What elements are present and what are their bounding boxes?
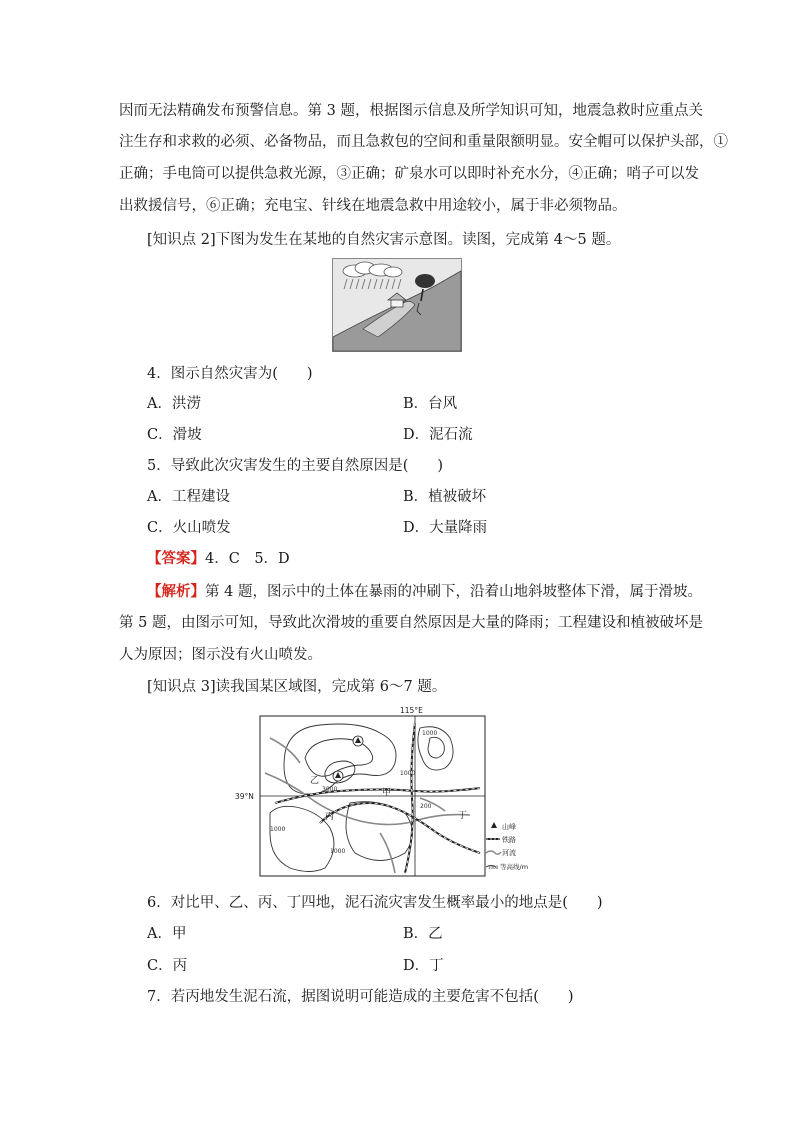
place-jia: 甲: [382, 788, 392, 798]
map-lat-label: 39°N: [235, 792, 254, 801]
answer-line: [147, 549, 290, 569]
analysis-line-3: 人为原因；图示没有火山喷发。: [119, 647, 322, 663]
peak-icon-2: [333, 771, 343, 781]
q6-option-b: B．乙: [403, 926, 443, 942]
q5-option-a: A．工程建设: [147, 489, 230, 505]
analysis-line-1: [147, 582, 702, 602]
q5-stem: 5．导致此次灾害发生的主要自然原因是( ): [147, 458, 444, 474]
legend-peak: 山峰: [502, 823, 516, 831]
legend-contour: 等高线/m: [500, 863, 529, 871]
contour-label-2: 1000: [400, 770, 416, 777]
q5-option-b: B．植被破坏: [403, 489, 487, 505]
map-lon-label: 115°E: [400, 706, 423, 715]
legend-peak-icon: [491, 822, 497, 828]
q6-stem: 6．对比甲、乙、丙、丁四地，泥石流灾害发生概率最小的地点是( ): [147, 895, 603, 911]
explanation-line-4: 出救援信号，⑥正确；充电宝、针线在地震急救中用途较小，属于非必须物品。: [119, 198, 627, 214]
q4-option-a: A．洪涝: [147, 396, 201, 412]
map-legend: [486, 822, 528, 871]
q6-option-c: C．丙: [147, 958, 188, 974]
region-map-figure: [230, 703, 529, 878]
q4-option-d: D．泥石流: [403, 427, 473, 443]
q6-option-d: D．丁: [403, 958, 444, 974]
q4-stem: 4．图示自然灾害为( ): [147, 366, 313, 382]
contour-label-6: 1000: [330, 848, 346, 855]
contour-label-1: 1000: [422, 730, 438, 737]
section3-intro: [知识点 3]读我国某区域图，完成第 6～7 题。: [147, 679, 447, 695]
place-ding: 丁: [458, 811, 468, 821]
explanation-line-1: 因而无法精确发布预警信息。第 3 题，根据图示信息及所学知识可知，地震急救时应重点关: [119, 103, 703, 119]
q5-option-c: C．火山喷发: [147, 520, 231, 536]
legend-railway: 铁路: [502, 836, 516, 844]
section2-intro: [知识点 2]下图为发生在某地的自然灾害示意图。读图，完成第 4～5 题。: [147, 232, 621, 248]
place-bing: 丙: [325, 812, 335, 822]
landslide-figure: [332, 258, 462, 352]
answer-text: 4．C 5．D: [205, 551, 290, 567]
legend-river: 河流: [502, 849, 516, 857]
contour-label-4: 200: [420, 803, 432, 810]
contour-label-5: 1000: [270, 826, 286, 833]
answer-tag: 【答案】: [147, 550, 205, 567]
legend-river-icon: [486, 851, 501, 854]
q4-option-c: C．滑坡: [147, 427, 202, 443]
q7-stem: 7．若丙地发生泥石流，据图说明可能造成的主要危害不包括( ): [147, 989, 574, 1005]
legend-contour-value: 1000: [488, 865, 499, 870]
contour-label-3: 3000: [322, 786, 338, 793]
explanation-line-2: 注生存和求救的必须、必备物品，而且急救包的空间和重量限额明显。安全帽可以保护头部，①: [119, 134, 728, 150]
analysis-line-2: 第 5 题，由图示可知，导致此次滑坡的重要自然原因是大量的降雨；工程建设和植被破坏是: [119, 615, 703, 631]
place-yi: 乙: [310, 776, 320, 786]
peak-icon-1: [353, 736, 363, 746]
q4-option-b: B．台风: [403, 396, 458, 412]
q5-option-d: D．大量降雨: [403, 520, 488, 536]
explanation-line-3: 正确；手电筒可以提供急救光源，③正确；矿泉水可以即时补充水分，④正确；哨子可以发: [119, 166, 699, 182]
q6-option-a: A．甲: [147, 926, 187, 942]
analysis-text-1: 第 4 题，图示中的土体在暴雨的冲刷下，沿着山地斜坡整体下滑，属于滑坡。: [205, 584, 702, 600]
analysis-tag: 【解析】: [147, 583, 205, 600]
